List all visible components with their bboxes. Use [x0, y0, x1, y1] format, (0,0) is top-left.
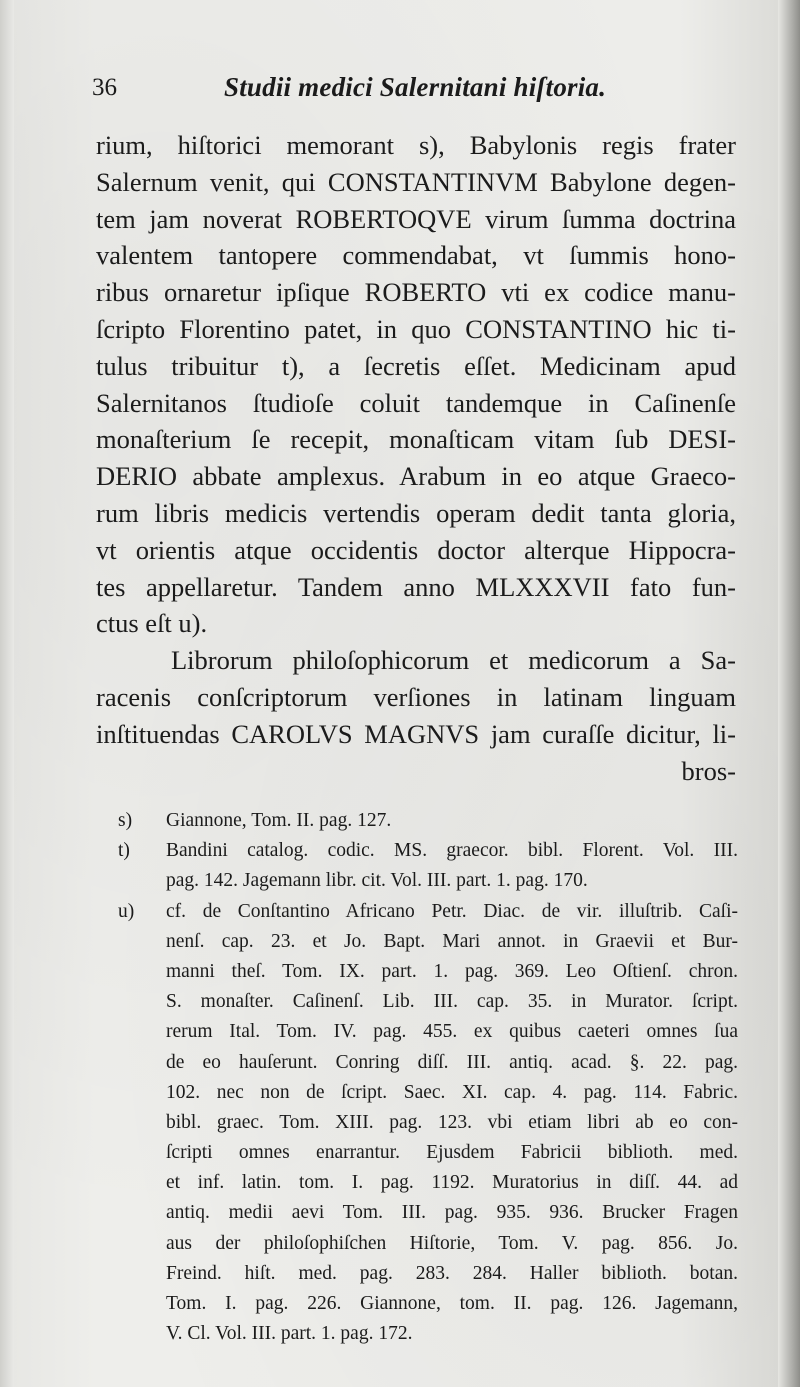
footnote-line: ſcripti omnes enarrantur. Ejusdem Fabricii biblioth. med. — [166, 1142, 738, 1164]
body-line: ſcripto Florentino patet, in quo CONSTANTINO hic ti- — [96, 313, 736, 344]
page-number: 36 — [92, 74, 117, 101]
page-edge-left — [0, 0, 14, 1387]
footnote-line: bibl. graec. Tom. XIII. pag. 123. vbi etiam libri ab eo con- — [166, 1111, 738, 1133]
footnote-marker: u) — [118, 900, 135, 922]
body-text — [96, 127, 736, 789]
body-line: rum libris medicis vertendis operam dedit tanta gloria, — [96, 497, 736, 528]
body-line: inſtituendas CAROLVS MAGNVS jam curaſſe dicitur, li- — [96, 718, 736, 749]
body-line: tulus tribuitur t), a ſecretis eſſet. Medicinam apud — [96, 350, 736, 381]
running-head-title: Studii medici Salernitani hiſtoria. — [224, 72, 607, 102]
footnote-line: V. Cl. Vol. III. part. 1. pag. 172. — [166, 1323, 413, 1345]
footnote-line: Bandini catalog. codic. MS. graecor. bibl. Florent. Vol. III. — [166, 840, 738, 862]
footnote-line: Freind. hiſt. med. pag. 283. 284. Haller biblioth. botan. — [166, 1262, 738, 1284]
footnote-line: Giannone, Tom. II. pag. 127. — [166, 810, 392, 831]
footnote-s — [118, 806, 738, 836]
body-line: DERIO abbate amplexus. Arabum in eo atque Graeco- — [96, 461, 736, 492]
footnote-line: manni theſ. Tom. IX. part. 1. pag. 369. Leo Oſtienſ. chron. — [166, 960, 738, 982]
body-line: vt orientis atque occidentis doctor alterque Hippocra- — [96, 534, 736, 565]
footnote-u — [118, 897, 738, 1350]
footnote-line: cf. de Conſtantino Africano Petr. Diac. de vir. illuſtrib. Caſi- — [166, 900, 738, 922]
footnote-line: aus der philoſophiſchen Hiſtorie, Tom. V. pag. 856. Jo. — [166, 1232, 738, 1254]
body-line: monaſterium ſe recepit, monaſticam vitam ſub DESI- — [96, 424, 736, 455]
footnote-line: et inf. latin. tom. I. pag. 1192. Muratorius in diſſ. 44. ad — [166, 1172, 738, 1194]
footnote-line: Tom. I. pag. 226. Giannone, tom. II. pag. 126. Jagemann, — [166, 1293, 738, 1314]
footnote-line: rerum Ital. Tom. IV. pag. 455. ex quibus caeteri omnes ſua — [166, 1021, 738, 1043]
body-line: Salernitanos ſtudioſe coluit tandemque in Caſinenſe — [96, 387, 736, 418]
body-line: tes appellaretur. Tandem anno MLXXXVII fato fun- — [96, 571, 736, 602]
body-line: ribus ornaretur ipſique ROBERTO vti ex codice manu- — [96, 277, 736, 308]
footnote-marker: s) — [118, 810, 133, 831]
body-line: rium, hiſtorici memorant s), Babylonis regis frater — [96, 130, 736, 160]
footnote-line: S. monaſter. Caſinenſ. Lib. III. cap. 35. in Murator. ſcript. — [166, 991, 738, 1013]
footnote-line: antiq. medii aevi Tom. III. pag. 935. 936. Brucker Fragen — [166, 1202, 738, 1224]
body-line: tem jam noverat ROBERTOQVE virum ſumma doctrina — [96, 203, 736, 234]
footnote-line: nenſ. cap. 23. et Jo. Bapt. Mari annot. in Graevii et Bur- — [166, 930, 738, 952]
running-head — [92, 70, 732, 110]
page-edge-right — [778, 0, 800, 1387]
body-line: valentem tantopere commendabat, vt ſummis hono- — [96, 240, 736, 271]
body-line: ctus eſt u). — [96, 608, 208, 639]
body-line: racenis conſcriptorum verſiones in latinam linguam — [96, 681, 736, 712]
footnote-line: 102. nec non de ſcript. Saec. XI. cap. 4. pag. 114. Fabric. — [166, 1081, 738, 1103]
footnotes — [118, 806, 738, 1349]
footnote-line: pag. 142. Jagemann libr. cit. Vol. III. part. 1. pag. 170. — [166, 870, 588, 892]
body-line: Librorum philoſophicorum et medicorum a Sa- — [171, 645, 736, 676]
catchword: bros- — [681, 755, 736, 786]
footnote-line: de eo hauſerunt. Conring diſſ. III. antiq. acad. §. 22. pag. — [166, 1051, 738, 1073]
footnote-marker: t) — [118, 840, 130, 862]
body-line: Salernum venit, qui CONSTANTINVM Babylone degen- — [96, 166, 736, 197]
footnote-t — [118, 836, 738, 896]
